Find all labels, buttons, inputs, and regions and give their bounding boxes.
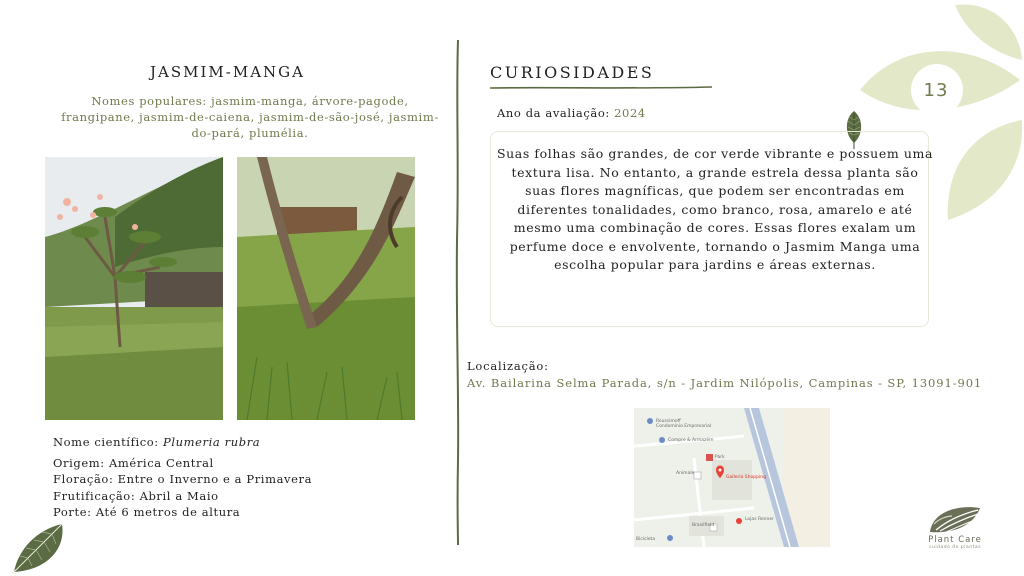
location-map[interactable] [634, 408, 830, 547]
map-label-roussimoff: Roussimoff [656, 419, 681, 424]
brand-name: Plant Care [928, 535, 982, 545]
map-label-bicicleta: Bicicleta [636, 537, 656, 542]
map-label-galleria: Galleria Shopping [726, 475, 766, 480]
scientific-name-value: Plumeria rubra [163, 435, 261, 449]
plant-facts [53, 434, 312, 521]
location-label: Localização: [467, 359, 549, 373]
plant-photo-2 [237, 157, 415, 420]
map-label-condominio: Condomínio Empresarial [656, 424, 712, 429]
curiosities-title: CURIOSIDADES [490, 63, 655, 82]
origin: Origem: América Central [53, 455, 214, 470]
map-label-animale: Animale [676, 471, 695, 476]
scientific-name [53, 434, 312, 451]
map-label-renner: Lojas Renner [745, 517, 774, 522]
page-number: 13 [923, 80, 949, 101]
size: Porte: Até 6 metros de altura [53, 505, 241, 519]
evaluation-year [497, 106, 646, 120]
flowering: Floração: Entre o Inverno e a Primavera [53, 472, 313, 486]
location-address: Av. Bailarina Selma Parada, s/n - Jardim Nilópolis, Campinas - SP, 13091-901 [467, 376, 983, 390]
map-label-compre: Compre & Armazém [668, 438, 714, 443]
plant-photo-1 [45, 157, 223, 420]
leaf-icon-bottom-left [8, 520, 66, 576]
popular-names: Nomes populares: jasmim-manga, árvore-pagode, frangipane, jasmim-de-caiena, jasmim-de-são-josé, jasmim-do-pará, plumélia. [61, 94, 439, 140]
curiosity-text: Suas folhas são grandes, de cor verde vibrante e possuem uma textura lisa. No entanto, a grande estrela dessa planta são suas flores magníficas, que podem ser encontradas em diferentes tonalidades, como branco, rosa, amarelo e até mesmo uma combinação de cores. Essas flores exalam um perfume doce e envolvente, tornando o Jasmim Manga uma escolha popular para jardins e áreas externas. [496, 146, 934, 272]
vertical-divider [455, 40, 461, 545]
year-value: 2024 [614, 106, 646, 120]
scientific-name-label: Nome científico: [53, 435, 164, 449]
map-label-brasilfield: Brasilfield [692, 523, 715, 528]
plant-title: JASMIM-MANGA [150, 63, 305, 81]
brand-tagline: cuidado de plantas [929, 545, 981, 550]
year-label: Ano da avaliação: [497, 106, 615, 120]
title-underline [490, 85, 712, 91]
fruiting: Frutificação: Abril a Maio [53, 488, 219, 503]
map-label-park: Park [715, 455, 725, 460]
